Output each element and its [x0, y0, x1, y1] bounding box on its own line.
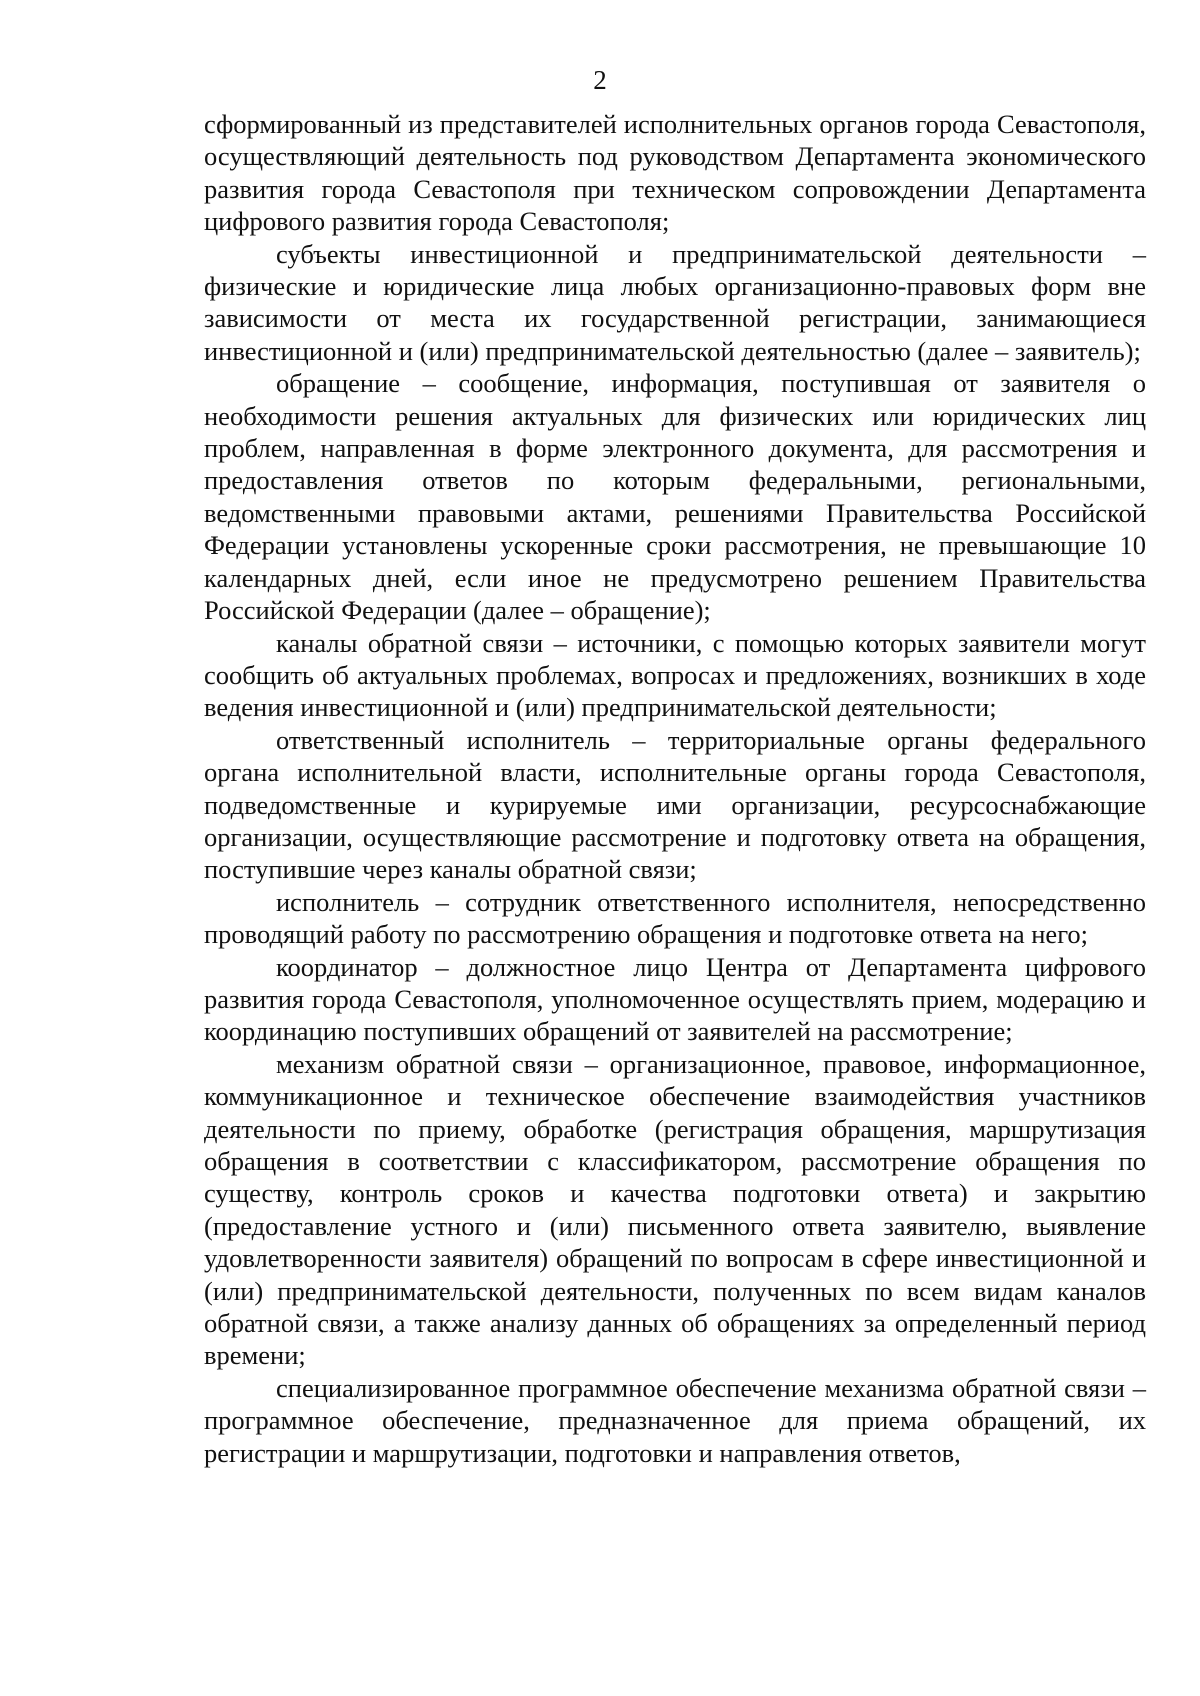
- paragraph-definition-feedback-mechanism: механизм обратной связи – организационное, правовое, информационное, коммуникационное и техническое обеспечение взаимодействия участников деятельности по приему, обработке (регистрация обращения, маршрутизация обращения в соответствии с классификатором, рассмотрение обращения по существу, контроль сроков и качества подготовки ответа) и закрытию (предоставление устного и (или) письменного ответа заявителю, выявление удовлетворенности заявителя) обращений по вопросам в сфере инвестиционной и (или) предпринимательской деятельности, полученных по всем видам каналов обратной связи, а также анализу данных об обращениях за определенный период времени;: [204, 1048, 1146, 1371]
- paragraph-continuation: сформированный из представителей исполнительных органов города Севастополя, осуществляющий деятельность под руководством Департамента экономического развития города Севастополя при техническом сопровождении Департамента цифрового развития города Севастополя;: [204, 109, 1146, 237]
- paragraph-definition-appeal: обращение – сообщение, информация, поступившая от заявителя о необходимости решения актуальных для физических или юридических лиц проблем, направленная в форме электронного документа, для рассмотрения и предоставления ответов по которым федеральными, региональными, ведомственными правовыми актами, решениями Правительства Российской Федерации установлены ускоренные сроки рассмотрения, не превышающие 10 календарных дней, если иное не предусмотрено решением Правительства Российской Федерации (далее – обращение);: [204, 368, 1146, 626]
- paragraph-definition-coordinator: координатор – должностное лицо Центра от Департамента цифрового развития города Севастополя, уполномоченное осуществлять прием, модерацию и координацию поступивших обращений от заявителей на рассмотрение;: [204, 951, 1146, 1047]
- paragraph-definition-feedback-channels: каналы обратной связи – источники, с помощью которых заявители могут сообщить об актуальных проблемах, вопросах и предложениях, возникших в ходе ведения инвестиционной и (или) предпринимательской деятельности;: [204, 627, 1146, 723]
- page-number: 2: [593, 65, 607, 95]
- paragraph-definition-subjects: субъекты инвестиционной и предпринимательской деятельности – физические и юридические лица любых организационно-правовых форм вне зависимости от места их государственной регистрации, занимающиеся инвестиционной и (или) предпринимательской деятельностью (далее – заявитель);: [204, 238, 1146, 366]
- document-body: [204, 108, 1146, 1469]
- paragraph-definition-executor: исполнитель – сотрудник ответственного исполнителя, непосредственно проводящий работу по рассмотрению обращения и подготовке ответа на него;: [204, 886, 1146, 950]
- paragraph-definition-responsible-executor: ответственный исполнитель – территориальные органы федерального органа исполнительной власти, исполнительные органы города Севастополя, подведомственные и курируемые ими организации, ресурсоснабжающие организации, осуществляющие рассмотрение и подготовку ответа на обращения, поступившие через каналы обратной связи;: [204, 724, 1146, 885]
- paragraph-definition-software: специализированное программное обеспечение механизма обратной связи – программное обеспечение, предназначенное для приема обращений, их регистрации и маршрутизации, подготовки и направления ответов,: [204, 1372, 1146, 1468]
